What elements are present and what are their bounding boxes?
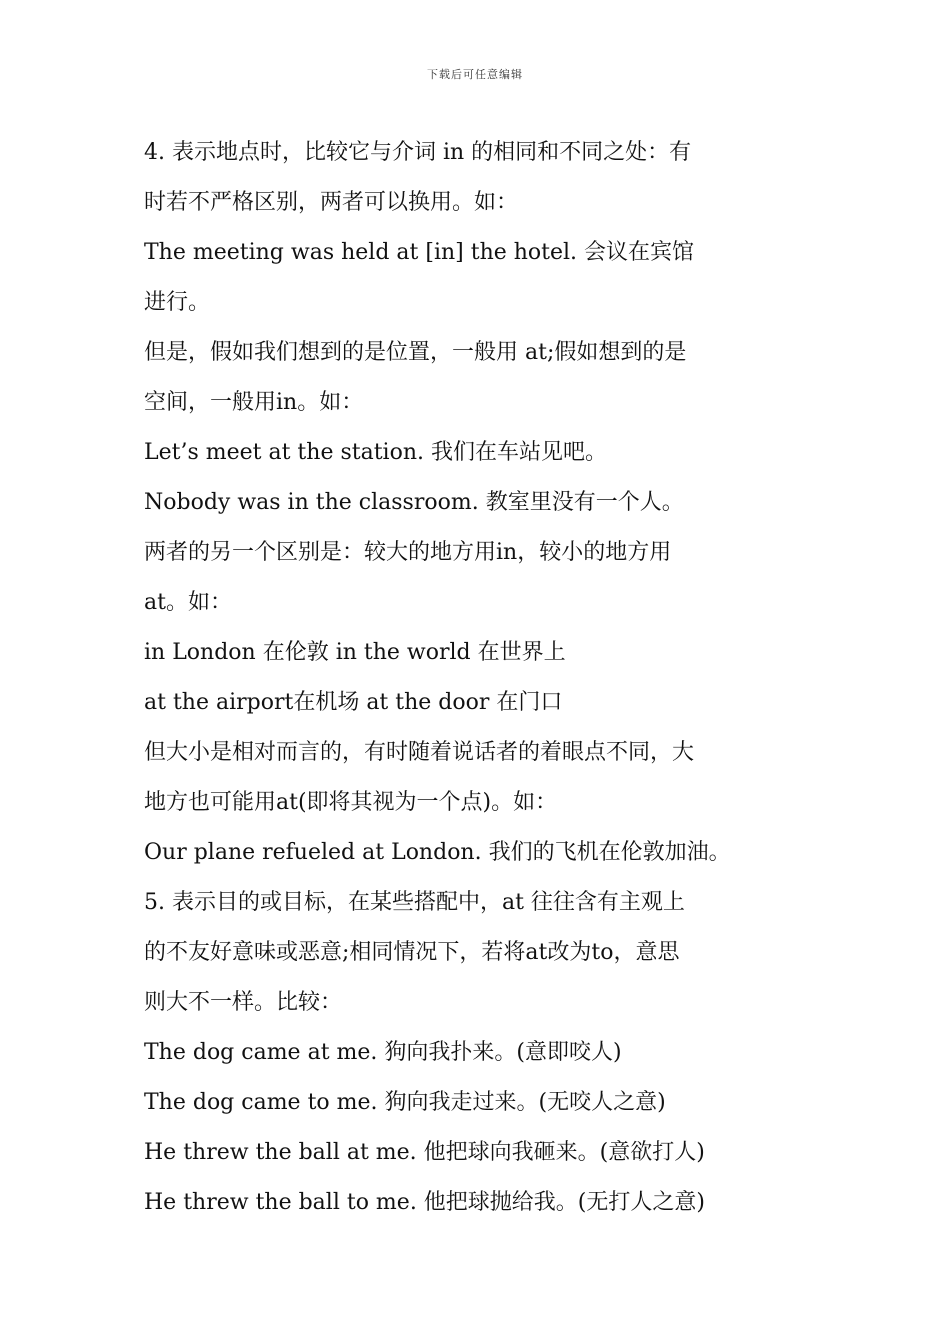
text-line: 两者的另一个区别是：较大的地方用in，较小的地方用	[144, 540, 672, 565]
document-body	[144, 128, 810, 1228]
text-line: He threw the ball at me. 他把球向我砸来。(意欲打人)	[144, 1140, 705, 1165]
text-line: Let’s meet at the station. 我们在车站见吧。	[144, 440, 607, 465]
text-line: The dog came to me. 狗向我走过来。(无咬人之意)	[144, 1090, 666, 1115]
text-line: 但是，假如我们想到的是位置，一般用 at;假如想到的是	[144, 340, 687, 365]
text-line: 空间，一般用in。如：	[144, 390, 364, 415]
text-line: The meeting was held at [in] the hotel. 会议在宾馆	[144, 240, 695, 265]
text-line: in London 在伦敦 in the world 在世界上	[144, 640, 566, 665]
text-line: 但大小是相对而言的，有时随着说话者的着眼点不同，大	[144, 740, 695, 765]
page-header: 下载后可任意编辑	[427, 68, 523, 81]
text-line: 地方也可能用at(即将其视为一个点)。如：	[144, 790, 558, 815]
text-line: Our plane refueled at London. 我们的飞机在伦敦加油。	[144, 840, 731, 865]
text-line: 进行。	[144, 290, 211, 315]
text-line: He threw the ball to me. 他把球抛给我。(无打人之意)	[144, 1190, 705, 1215]
text-line: 的不友好意味或恶意;相同情况下，若将at改为to，意思	[144, 940, 680, 965]
text-line: Nobody was in the classroom. 教室里没有一个人。	[144, 490, 684, 515]
text-line: 则大不一样。比较：	[144, 990, 343, 1015]
text-line: 4. 表示地点时，比较它与介词 in 的相同和不同之处：有	[144, 140, 692, 165]
text-line: 5. 表示目的或目标，在某些搭配中，at 往往含有主观上	[144, 890, 685, 915]
text-line: at。如：	[144, 590, 232, 615]
text-line: 时若不严格区别，两者可以换用。如：	[144, 190, 519, 215]
text-line: at the airport在机场 at the door 在门口	[144, 690, 563, 715]
text-line: The dog came at me. 狗向我扑来。(意即咬人)	[144, 1040, 622, 1065]
